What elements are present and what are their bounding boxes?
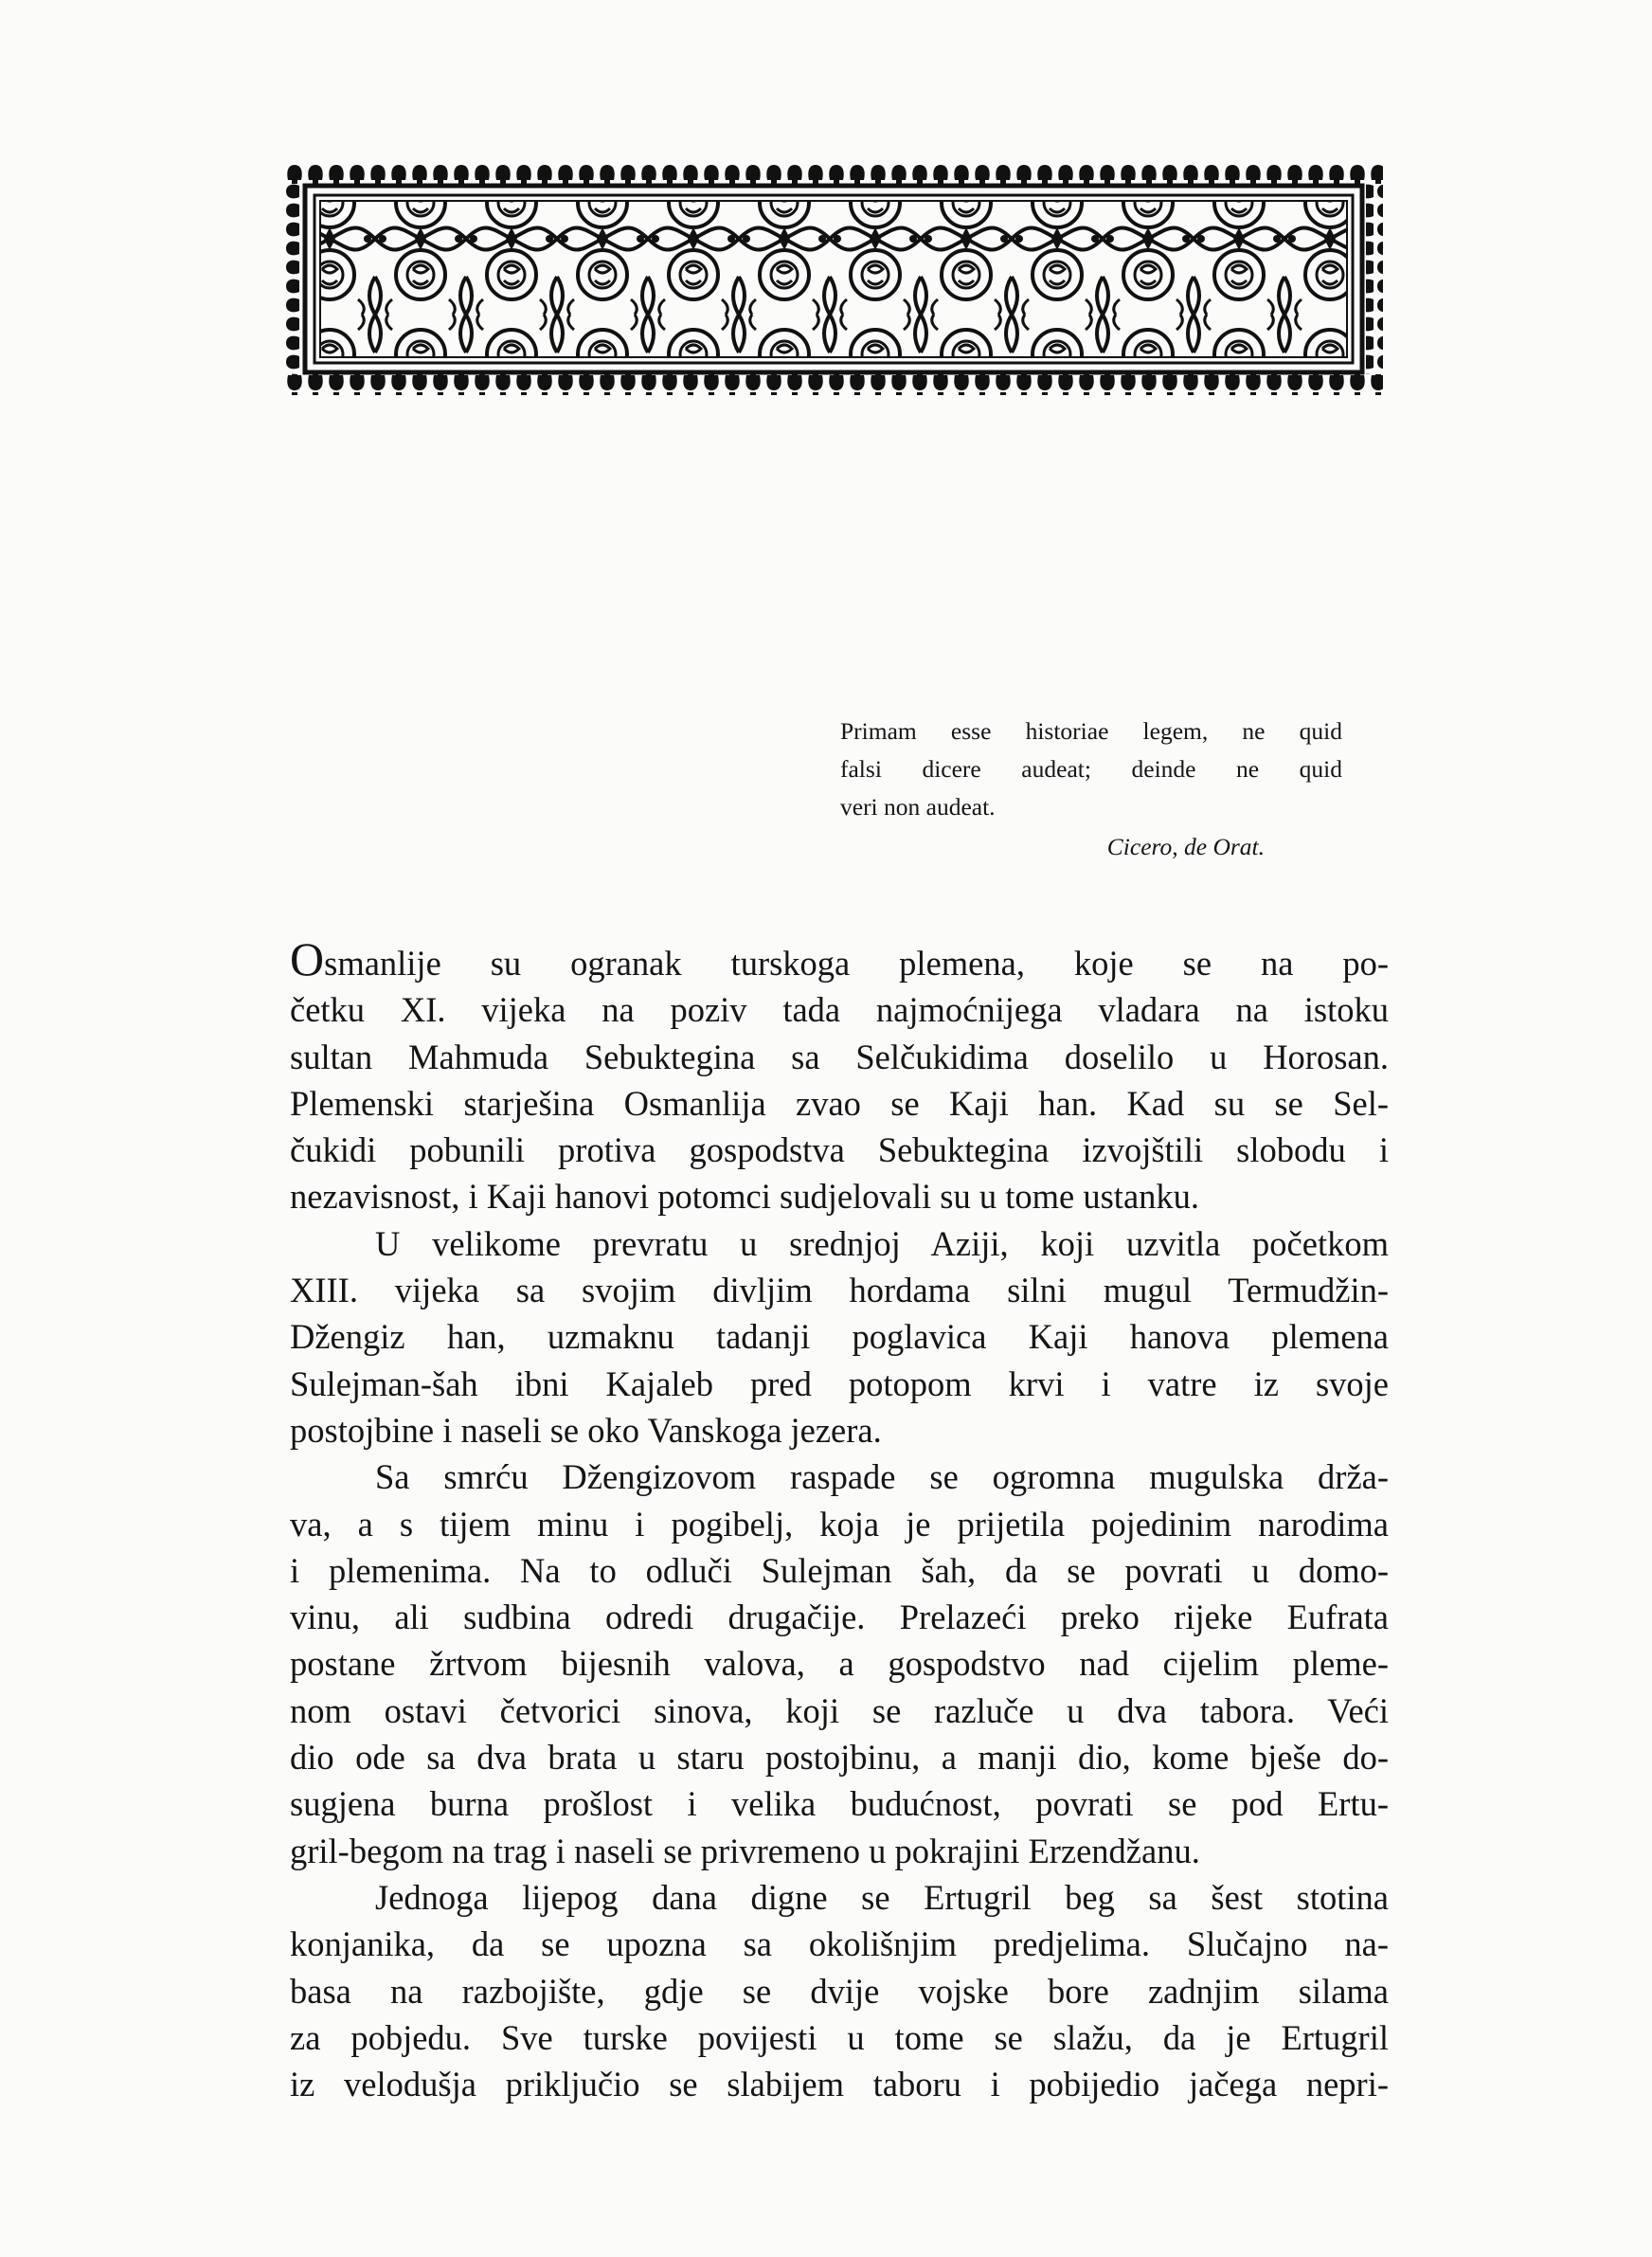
text-line: čukidi pobunili protiva gospodstva Sebuktegina izvojštili slobodu i [290,1130,1389,1170]
epigraph-attribution: Cicero, de Orat. [1106,833,1265,860]
text-line: va, a s tijem minu i pogibelj, koja je prijetila pojedinim narodima [290,1504,1389,1544]
text-line: Jednoga lijepog dana digne se Ertugril beg sa šest stotina [375,1877,1389,1917]
text-line: sultan Mahmuda Sebuktegina sa Selčukidima doselilo u Horosan. [290,1037,1389,1076]
text-line: konjanika, da se upozna sa okolišnjim predjelima. Slučajno na- [290,1924,1389,1964]
text-line: nezavisnost, i Kaji hanovi potomci sudjelovali su u tome ustanku. [290,1177,1200,1217]
ornamental-headpiece [284,163,1383,395]
text-line: Sa smrću Džengizovom raspade se ogromna mugulska drža- [375,1457,1389,1497]
epigraph [840,713,1342,866]
text-line: postane žrtvom bijesnih valova, a gospodstvo nad cijelim pleme- [290,1644,1389,1684]
text-line: Sulejman-šah ibni Kajaleb pred potopom krvi i vatre iz svoje [290,1363,1389,1403]
text-line: vinu, ali sudbina odredi drugačije. Prelazeći preko rijeke Eufrata [290,1598,1389,1637]
text-line: nom ostavi četvorici sinova, koji se razluče u dva tabora. Veći [290,1690,1389,1730]
epigraph-line: Primam esse historiae legem, ne quid [840,717,1342,745]
text-line: za pobjedu. Sve turske povijesti u tome se slažu, da je Ertugril [290,2017,1389,2057]
text-line: četku XI. vijeka na poziv tada najmoćnijega vladara na istoku [290,990,1389,1030]
text-line: basa na razbojište, gdje se dvije vojske bore zadnjim silama [290,1971,1389,2011]
body-text [290,932,1389,2107]
text-line: gril-begom na trag i naseli se privremeno u pokrajini Erzendžanu. [290,1831,1200,1870]
text-line: Džengiz han, uzmaknu tadanji poglavica Kaji hanova plemena [290,1317,1389,1357]
text-line-first [290,932,1389,986]
text-line: U velikome prevratu u srednjoj Aziji, koji uzvitla početkom [375,1223,1389,1263]
text-line: dio ode sa dva brata u staru postojbinu, a manji dio, kome bješe do- [290,1738,1389,1778]
epigraph-line: veri non audeat. [840,793,996,821]
text-line: i plemenima. Na to odluči Sulejman šah, da se povrati u domo- [290,1550,1389,1590]
epigraph-line: falsi dicere audeat; deinde ne quid [840,755,1342,783]
text-line: Plemenski starješina Osmanlija zvao se Kaji han. Kad su se Sel- [290,1083,1389,1123]
text-line: postojbine i naseli se oko Vanskoga jezera. [290,1410,882,1450]
text-line: XIII. vijeka sa svojim divljim hordama silni mugul Termudžin- [290,1271,1389,1310]
text-line: sugjena burna prošlost i velika budućnost, povrati se pod Ertu- [290,1784,1389,1824]
drop-cap: O [290,932,325,985]
text-line: iz velodušja priključio se slabijem taboru i pobijedio jačega nepri- [290,2065,1389,2104]
text-line: smanlije su ogranak turskoga plemena, koje se na po- [324,944,1389,983]
